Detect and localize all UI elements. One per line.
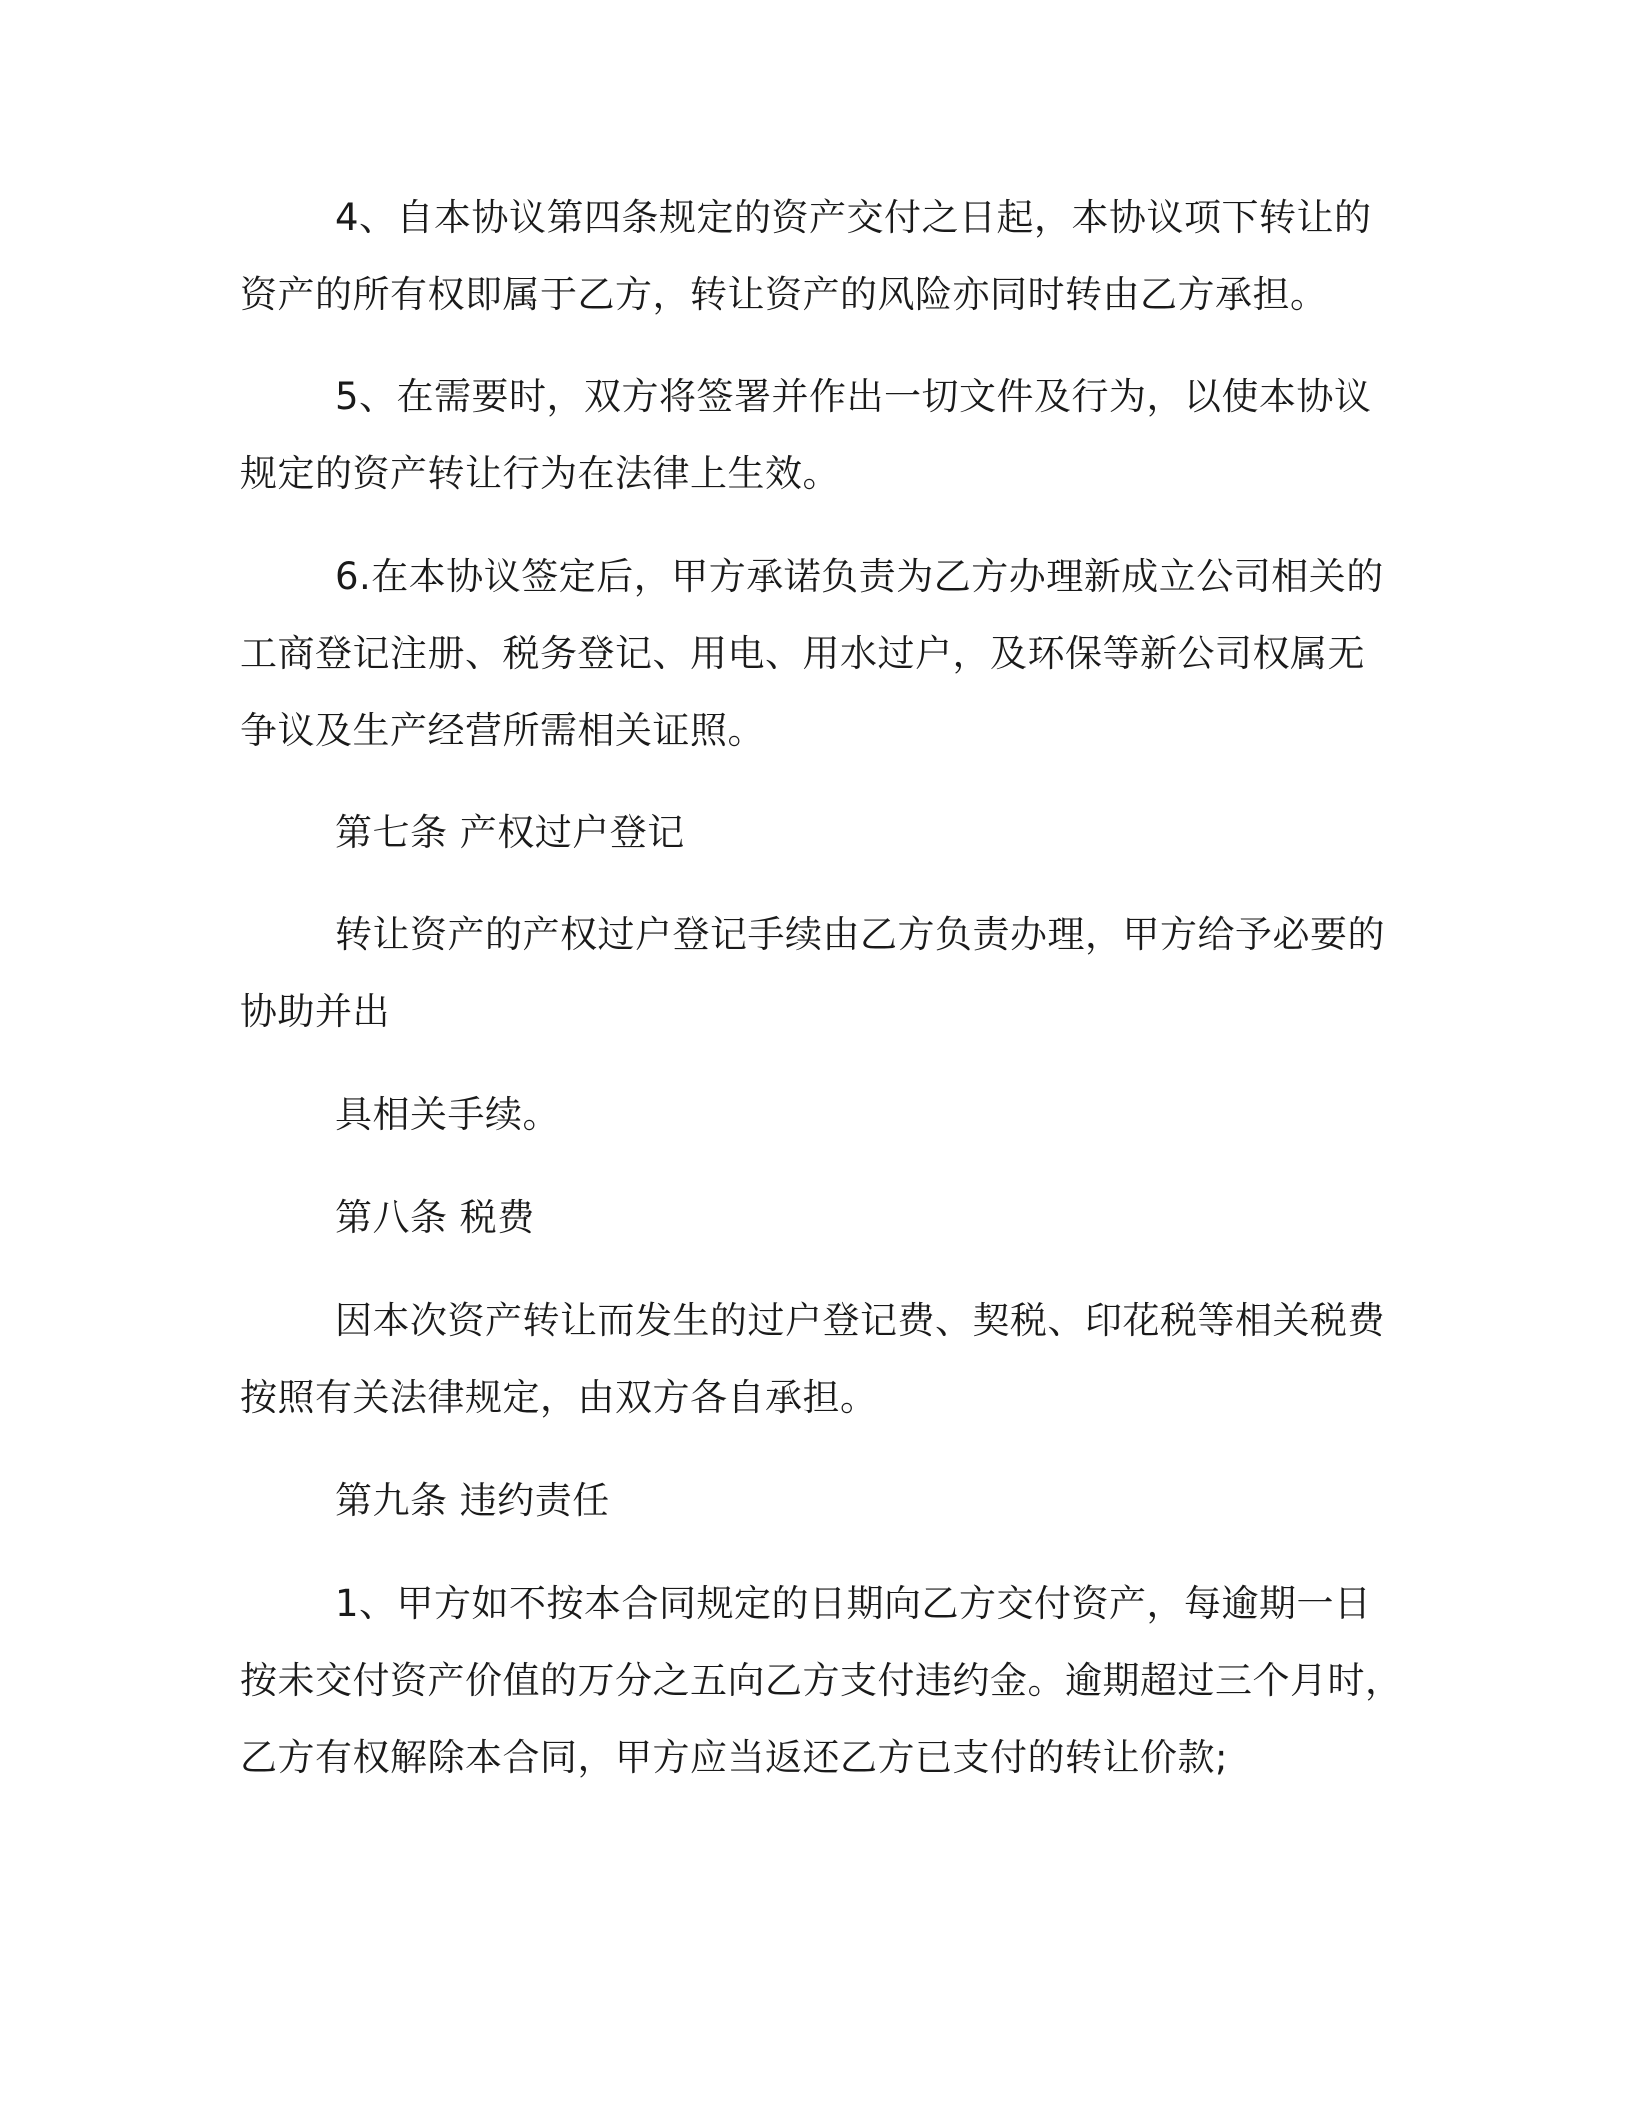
article-7-paragraph-line-2: 协助并出	[240, 990, 390, 1033]
article-9-item-1-line-2: 按未交付资产价值的万分之五向乙方支付违约金。逾期超过三个月时，	[240, 1659, 1403, 1702]
article-9-item-1-line-3: 乙方有权解除本合同，甲方应当返还乙方已支付的转让价款;	[240, 1736, 1228, 1779]
article-7-heading: 第七条 产权过户登记	[335, 811, 685, 854]
clause-6-item-6-line-2: 工商登记注册、税务登记、用电、用水过户，及环保等新公司权属无	[240, 632, 1365, 675]
article-8-paragraph-line-1: 因本次资产转让而发生的过户登记费、契税、印花税等相关税费	[335, 1299, 1385, 1342]
article-7-paragraph-line-3: 具相关手续。	[335, 1093, 560, 1136]
clause-6-item-5-line-2: 规定的资产转让行为在法律上生效。	[240, 452, 840, 495]
clause-6-item-5-line-1: 5、在需要时，双方将签署并作出一切文件及行为，以使本协议	[335, 375, 1372, 418]
clause-6-item-6-line-1: 6.在本协议签定后，甲方承诺负责为乙方办理新成立公司相关的	[335, 555, 1384, 598]
clause-6-item-6-line-3: 争议及生产经营所需相关证照。	[240, 709, 765, 752]
article-8-heading: 第八条 税费	[335, 1196, 535, 1239]
clause-6-item-4-line-2: 资产的所有权即属于乙方，转让资产的风险亦同时转由乙方承担。	[240, 273, 1328, 316]
clause-6-item-4-line-1: 4、自本协议第四条规定的资产交付之日起，本协议项下转让的	[335, 196, 1372, 239]
article-9-heading: 第九条 违约责任	[335, 1479, 610, 1522]
article-8-paragraph-line-2: 按照有关法律规定，由双方各自承担。	[240, 1376, 878, 1419]
article-7-paragraph-line-1: 转让资产的产权过户登记手续由乙方负责办理，甲方给予必要的	[335, 913, 1385, 956]
article-9-item-1-line-1: 1、甲方如不按本合同规定的日期向乙方交付资产，每逾期一日	[335, 1582, 1372, 1625]
